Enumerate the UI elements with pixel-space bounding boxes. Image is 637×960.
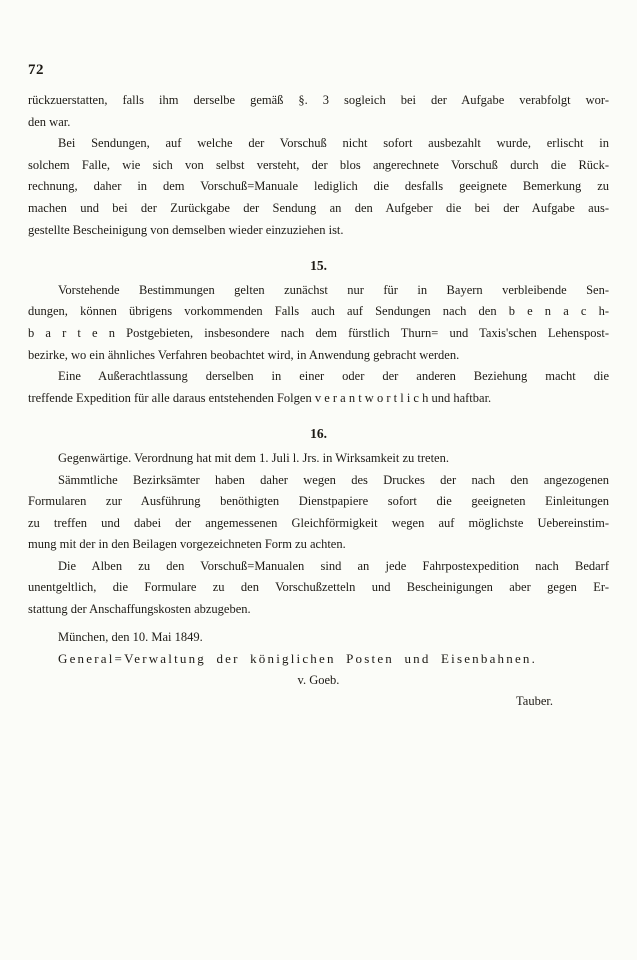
text-line: unentgeltlich, die Formulare zu den Vorschußzetteln und Bescheinigungen aber gegen Er- [28,580,609,595]
paragraph [28,133,609,241]
text-line: Vorstehende Bestimmungen gelten zunächst nur für in Bayern verbleibende Sen- [58,282,609,297]
signature-name-center: v. Goeb. [297,672,340,687]
page-number: 72 [28,62,44,78]
text-line: Die Alben zu den Vorschuß=Manualen sind an jede Fahrpostexpedition nach Bedarf [58,558,609,573]
paragraph [28,366,609,409]
signature-name-right: Tauber. [516,694,553,709]
text-line: dungen, können übrigens vorkommenden Falls auch auf Sendungen nach den b e n a c h- [28,304,609,319]
text-line: mung mit der in den Beilagen vorgezeichneten Form zu achten. [28,537,346,552]
paragraph [28,556,609,621]
text-line: treffende Expedition für alle daraus entstehenden Folgen v e r a n t w o r t l i c h und haftbar. [28,390,492,405]
text-line: Bei Sendungen, auf welche der Vorschuß nicht sofort ausbezahlt wurde, erlischt in [58,136,609,151]
text-line: stattung der Anschaffungskosten abzugeben. [28,602,251,617]
text-line: Gegenwärtige. Verordnung hat mit dem 1. Juli l. Jrs. in Wirksamkeit zu treten. [58,450,449,465]
text-line: rechnung, daher in dem Vorschuß=Manuale lediglich die desfalls geeignete Bemerkung zu [28,179,609,194]
text-line: zu treffen und dabei der angemessenen Gleichförmigkeit wegen auf möglichste Uebereinstim- [28,515,609,530]
text-line: den war. [28,114,71,129]
paragraph [28,90,609,133]
text-line: Sämmtliche Bezirksämter haben daher wegen des Druckes der nach den angezogenen [58,472,609,487]
signature-org-line: General=Verwaltung der königlichen Posten und Eisenbahnen. [58,651,538,667]
text-line: rückzuerstatten, falls ihm derselbe gemäß §. 3 sogleich bei der Aufgabe verabfolgt wor- [28,93,609,107]
text-line: Eine Außerachtlassung derselben in einer oder der anderen Beziehung macht die [58,369,609,384]
text-line: bezirke, wo ein ähnliches Verfahren beobachtet wird, in Anwendung gebracht werden. [28,347,460,362]
paragraph [28,470,609,556]
page-content [28,90,609,713]
text-line: Formularen zur Ausführung benöthigten Dienstpapiere sofort die geeigneten Einleitungen [28,494,609,509]
section-heading: 16. [310,426,327,442]
paragraph [28,448,609,470]
text-line: b a r t e n Postgebieten, insbesondere nach dem fürstlich Thurn= und Taxis'schen Lehenspost- [28,325,609,340]
dateline: München, den 10. Mai 1849. [58,629,203,644]
text-line: machen und bei der Zurückgabe der Sendung an den Aufgeber die bei der Aufgabe aus- [28,200,609,215]
section-heading: 15. [310,258,327,274]
paragraph [28,280,609,366]
text-line: solchem Falle, wie sich von selbst versteht, der blos angerechnete Vorschuß durch die Rück- [28,157,609,172]
text-line: gestellte Bescheinigung von demselben wieder einzuziehen ist. [28,222,344,237]
